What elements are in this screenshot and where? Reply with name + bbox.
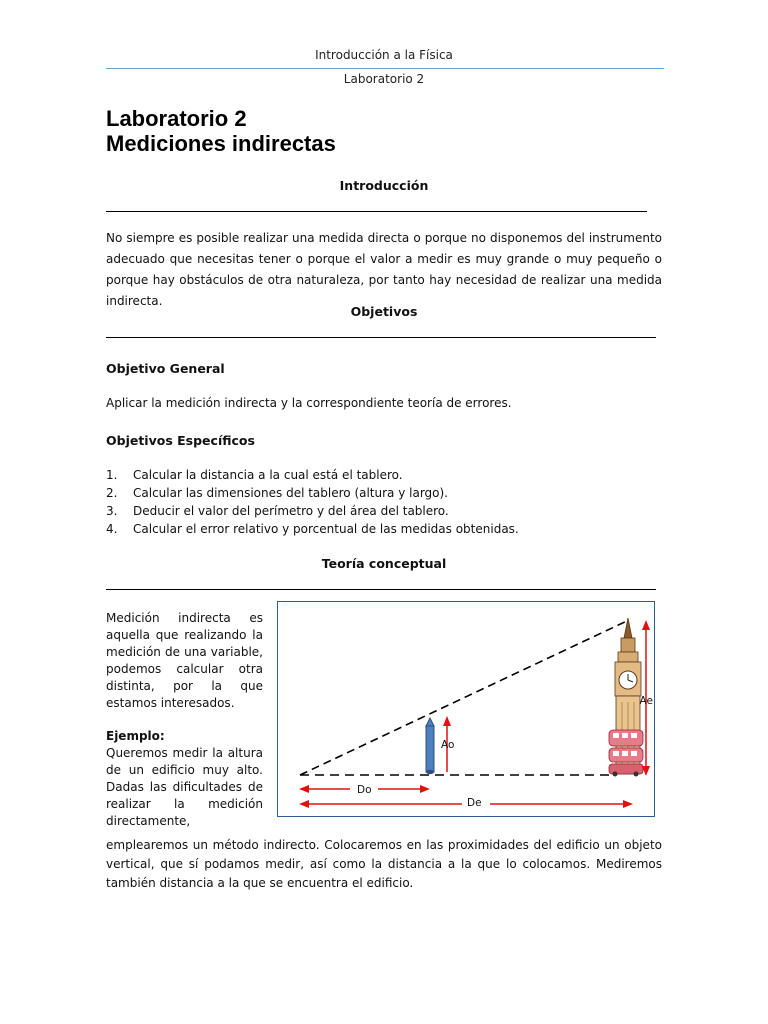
theory-left-column xyxy=(106,610,263,830)
list-item xyxy=(106,484,519,502)
do-arrow-head-left xyxy=(299,785,309,793)
do-arrow-head-right xyxy=(420,785,430,793)
reference-pole xyxy=(426,726,434,772)
theory-continuation: emplearemos un método indirecto. Colocaremos en las proximidades del edificio un objeto vertical, que sí podamos medir, así como la distancia a la que lo colocamos. Mediremos también distancia a la que se encuentra el edificio. xyxy=(106,838,662,890)
list-item xyxy=(106,466,519,484)
list-item-text: Calcular el error relativo y porcentual de las medidas obtenidas. xyxy=(133,522,519,536)
de-arrow-head-right xyxy=(623,800,633,808)
section-rule-intro xyxy=(106,211,647,212)
list-item xyxy=(106,520,519,538)
list-item-text: Calcular las dimensiones del tablero (altura y largo). xyxy=(133,486,448,500)
list-item-text: Calcular la distancia a la cual está el tablero. xyxy=(133,468,403,482)
example-heading: Ejemplo: xyxy=(106,729,165,743)
sight-line xyxy=(300,620,629,775)
list-item xyxy=(106,502,519,520)
list-item-number: 3. xyxy=(106,504,118,518)
pole-base xyxy=(426,770,434,774)
clock-tower-icon xyxy=(609,618,643,777)
section-heading-intro: Introducción xyxy=(339,178,429,193)
section-rule-theory xyxy=(106,589,656,590)
general-objective-text: Aplicar la medición indirecta y la correspondiente teoría de errores. xyxy=(106,396,512,410)
specific-objectives-heading: Objetivos Específicos xyxy=(106,433,255,448)
example-text: Queremos medir la altura de un edificio muy alto. Dadas las dificultades de realizar la medición directamente, xyxy=(106,746,263,828)
general-objective-heading: Objetivo General xyxy=(106,361,225,376)
running-header-course: Introducción a la Física xyxy=(315,48,453,62)
de-arrow-head-left xyxy=(299,800,309,808)
list-item-number: 1. xyxy=(106,468,118,482)
section-rule-objectives xyxy=(106,337,656,338)
header-divider xyxy=(106,68,664,69)
diagram-canvas xyxy=(278,602,654,816)
intro-paragraph: No siempre es posible realizar una medida directa o porque no disponemos del instrumento adecuado que necesitas tener o porque el valor a medir es muy grande o muy pequeño o porque hay obstáculos de otra naturaleza, por tanto hay necesidad de realizar una medida indirecta. xyxy=(106,231,662,308)
label-do: Do xyxy=(357,784,372,796)
theory-definition: Medición indirecta es aquella que realizando la medición de una variable, podemos calcular otra distinta, por la que estamos interesados. xyxy=(106,611,263,710)
section-heading-theory: Teoría conceptual xyxy=(321,556,447,571)
doc-title-line2: Mediciones indirectas xyxy=(106,131,336,156)
indirect-measurement-diagram xyxy=(277,601,655,817)
label-ae: Ae xyxy=(639,695,653,707)
ao-arrow-head xyxy=(443,716,451,726)
section-heading-objectives: Objetivos xyxy=(350,304,418,319)
pole-tip xyxy=(426,718,434,726)
doc-title-line1: Laboratorio 2 xyxy=(106,106,247,131)
label-de: De xyxy=(467,797,482,809)
list-item-number: 2. xyxy=(106,486,118,500)
ae-arrow-head-top xyxy=(642,620,650,630)
list-item-text: Deducir el valor del perímetro y del área del tablero. xyxy=(133,504,449,518)
label-ao: Ao xyxy=(441,739,455,751)
specific-objectives-list xyxy=(106,466,519,538)
running-header-lab: Laboratorio 2 xyxy=(343,72,425,86)
list-item-number: 4. xyxy=(106,522,118,536)
